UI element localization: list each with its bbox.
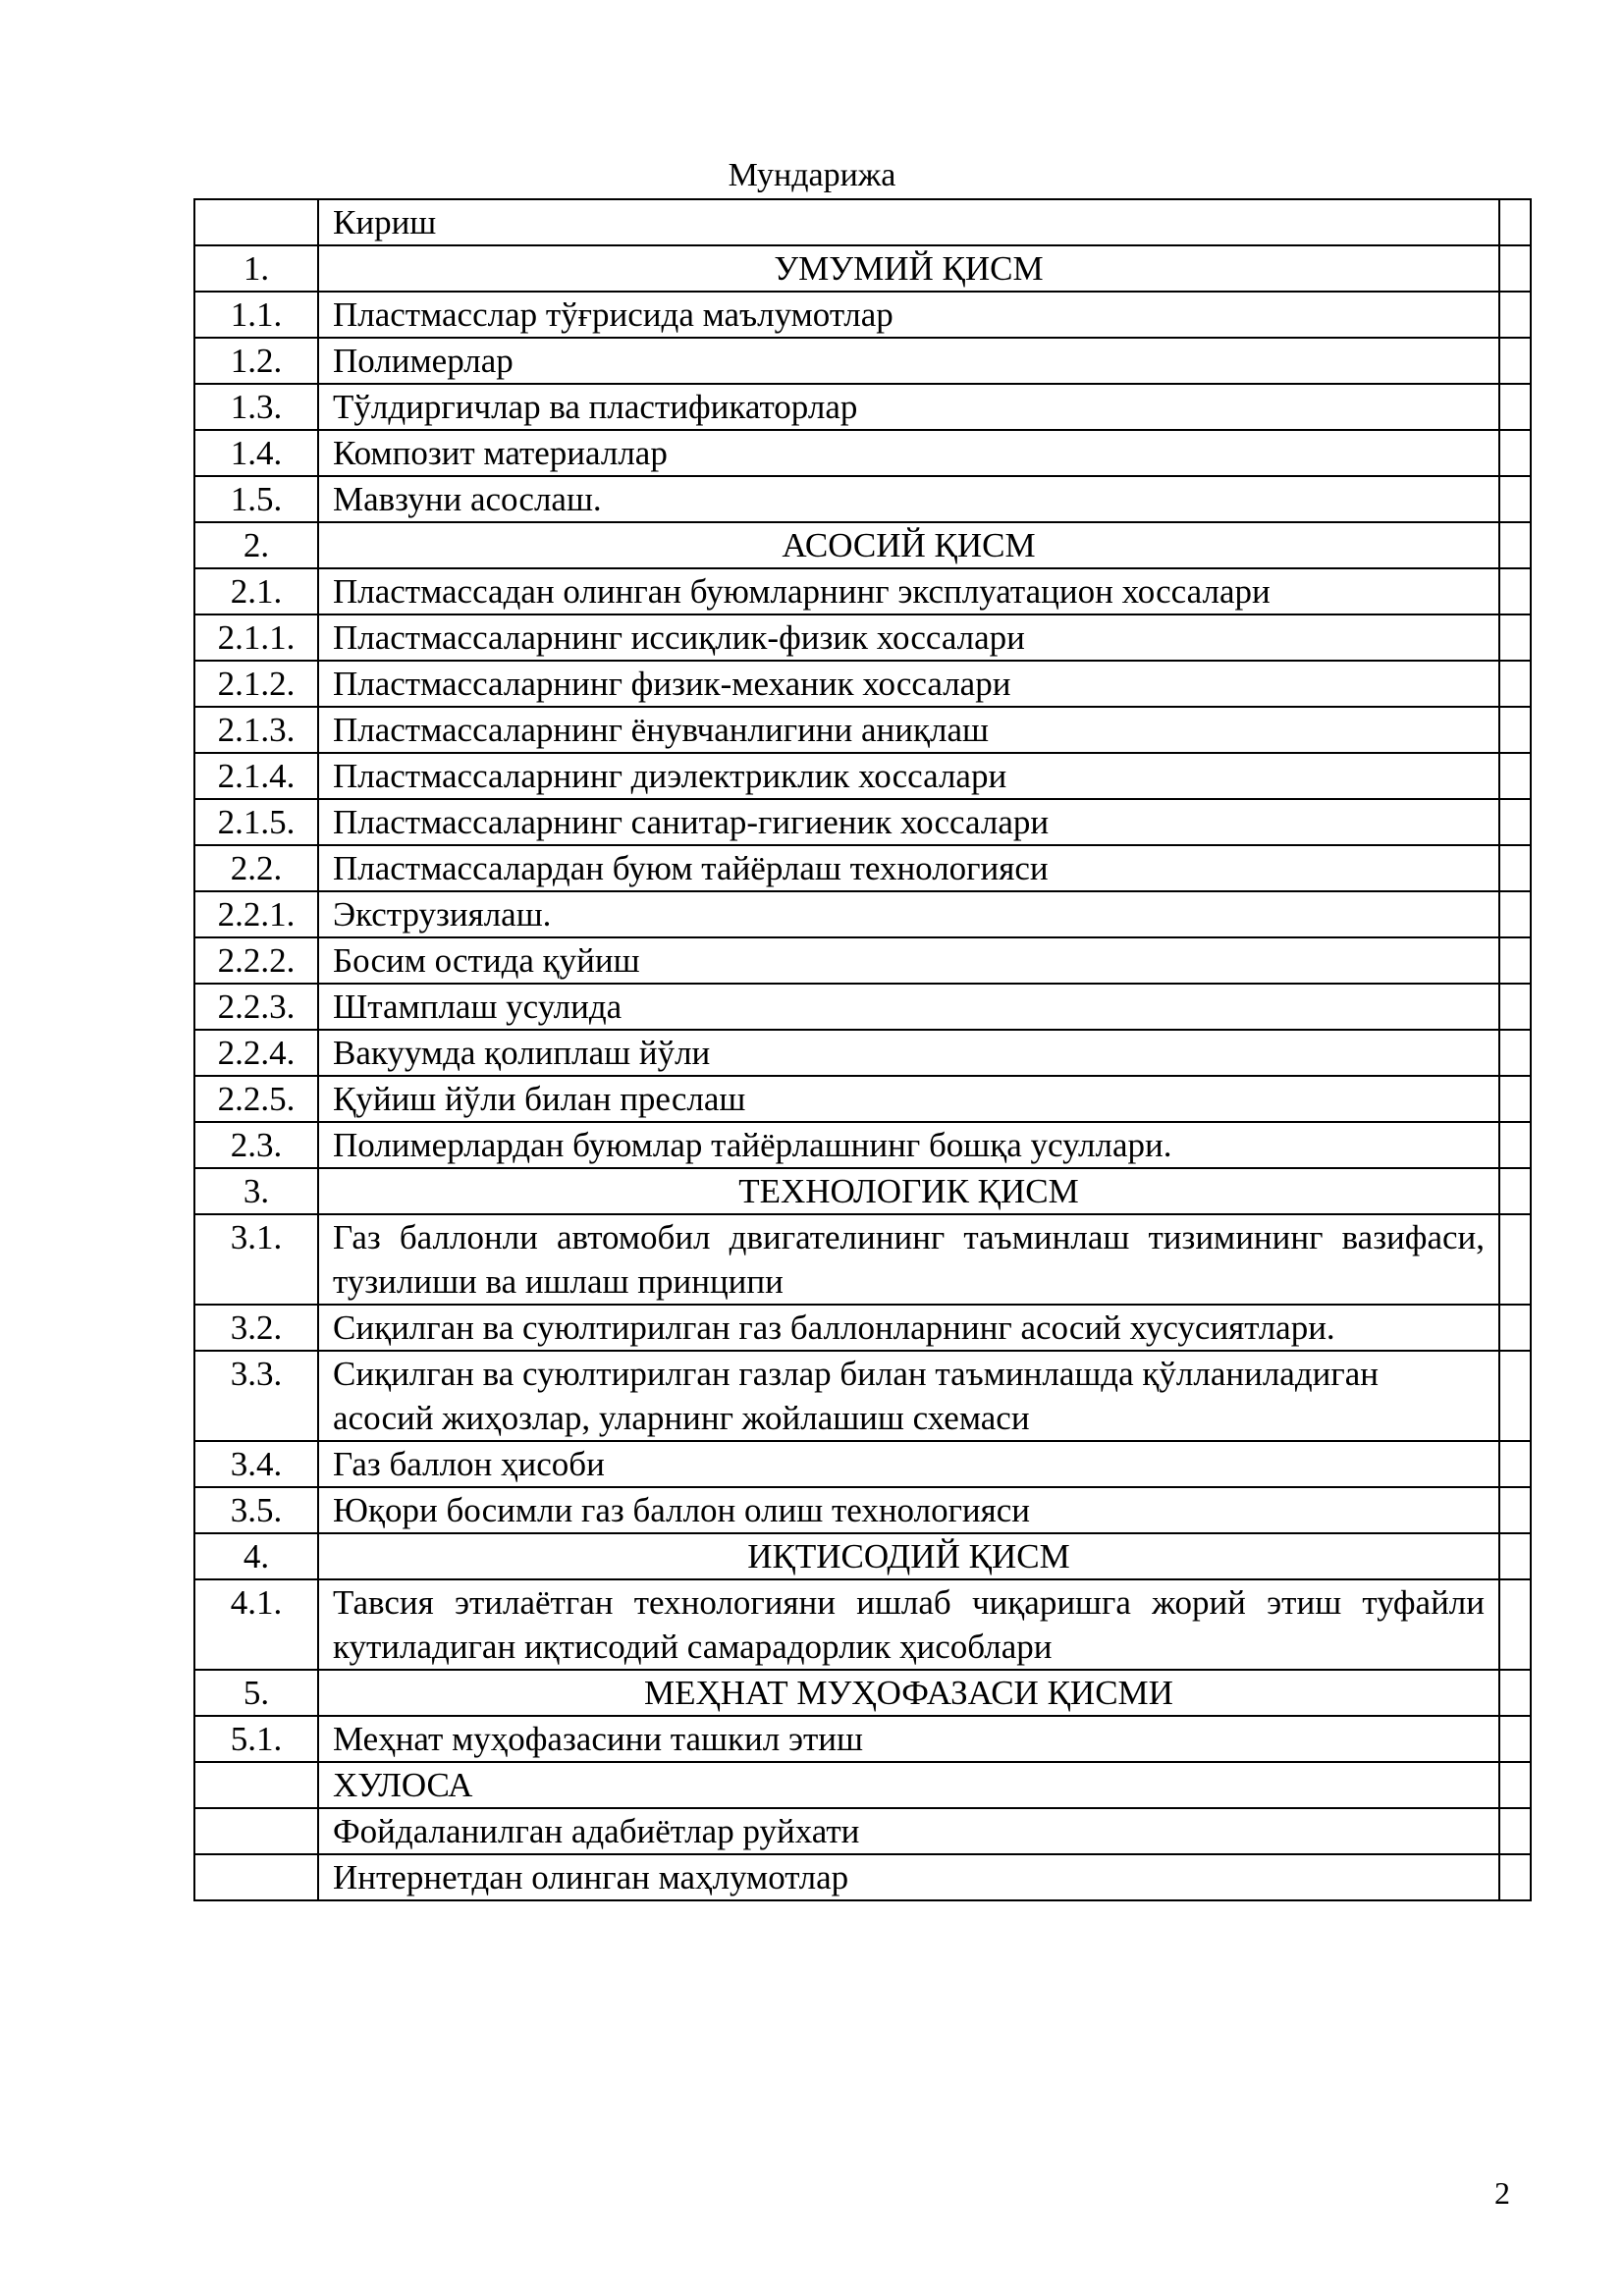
toc-number: 3.: [194, 1168, 318, 1214]
toc-number: [194, 1808, 318, 1854]
toc-number: 2.1.5.: [194, 799, 318, 845]
toc-page-cell: [1499, 1716, 1531, 1762]
toc-page-cell: [1499, 384, 1531, 430]
toc-row: [194, 1579, 1531, 1670]
toc-number: 3.4.: [194, 1441, 318, 1487]
toc-page-cell: [1499, 338, 1531, 384]
toc-row: [194, 476, 1531, 522]
toc-section-title: ТЕХНОЛОГИК ҚИСМ: [318, 1168, 1499, 1214]
toc-number: 2.2.5.: [194, 1076, 318, 1122]
toc-page-cell: [1499, 1214, 1531, 1305]
toc-row: [194, 799, 1531, 845]
toc-section-title: АСОСИЙ ҚИСМ: [318, 522, 1499, 568]
toc-entry-title: Пластмассалардан буюм тайёрлаш технологияси: [318, 845, 1499, 891]
toc-page-cell: [1499, 1854, 1531, 1900]
toc-page-cell: [1499, 1579, 1531, 1670]
toc-number: 4.1.: [194, 1579, 318, 1670]
toc-number: 3.5.: [194, 1487, 318, 1533]
toc-entry-title: Босим остида қуйиш: [318, 937, 1499, 984]
toc-page-cell: [1499, 614, 1531, 661]
toc-entry-title: Меҳнат муҳофазасини ташкил этиш: [318, 1716, 1499, 1762]
toc-page-cell: [1499, 1305, 1531, 1351]
page-number: 2: [1494, 2175, 1510, 2211]
toc-page-cell: [1499, 984, 1531, 1030]
toc-entry-title: Пластмассаларнинг диэлектриклик хоссалари: [318, 753, 1499, 799]
toc-page-cell: [1499, 753, 1531, 799]
toc-section-row: [194, 522, 1531, 568]
toc-row: [194, 1716, 1531, 1762]
toc-entry-title: Газ баллон ҳисоби: [318, 1441, 1499, 1487]
toc-row: [194, 753, 1531, 799]
toc-page-cell: [1499, 1122, 1531, 1168]
toc-entry-title: Пластмасслар тўғрисида маълумотлар: [318, 292, 1499, 338]
toc-row: [194, 707, 1531, 753]
toc-entry-title: Пластмассаларнинг иссиқлик-физик хоссалари: [318, 614, 1499, 661]
toc-number: [194, 199, 318, 245]
toc-row: [194, 1487, 1531, 1533]
toc-page-cell: [1499, 1076, 1531, 1122]
toc-number: 1.2.: [194, 338, 318, 384]
toc-number: 2.: [194, 522, 318, 568]
toc-row: [194, 984, 1531, 1030]
toc-number: [194, 1854, 318, 1900]
toc-entry-title: Экструзиялаш.: [318, 891, 1499, 937]
toc-number: 3.2.: [194, 1305, 318, 1351]
toc-number: 4.: [194, 1533, 318, 1579]
toc-page-cell: [1499, 1168, 1531, 1214]
toc-row: [194, 1305, 1531, 1351]
toc-entry-title: Пластмассадан олинган буюмларнинг эксплуатацион хоссалари: [318, 568, 1499, 614]
toc-number: 2.2.1.: [194, 891, 318, 937]
toc-section-row: [194, 1670, 1531, 1716]
document-title: Мундарижа: [728, 157, 896, 193]
toc-row: [194, 1441, 1531, 1487]
toc-number: 2.2.4.: [194, 1030, 318, 1076]
toc-row: [194, 384, 1531, 430]
toc-entry-title: Пластмассаларнинг ёнувчанлигини аниқлаш: [318, 707, 1499, 753]
toc-entry-title: Тўлдиргичлар ва пластификаторлар: [318, 384, 1499, 430]
toc-page-cell: [1499, 1670, 1531, 1716]
toc-number: 2.1.: [194, 568, 318, 614]
toc-page-cell: [1499, 199, 1531, 245]
toc-entry-title: Пластмассаларнинг санитар-гигиеник хоссалари: [318, 799, 1499, 845]
toc-number: 2.1.2.: [194, 661, 318, 707]
toc-section-title: МЕҲНАТ МУҲОФАЗАСИ ҚИСМИ: [318, 1670, 1499, 1716]
toc-row: [194, 292, 1531, 338]
toc-number: 2.1.3.: [194, 707, 318, 753]
toc-body: [194, 199, 1531, 1900]
table-of-contents: [193, 198, 1532, 1901]
toc-page-cell: [1499, 1351, 1531, 1441]
toc-number: 2.3.: [194, 1122, 318, 1168]
toc-page-cell: [1499, 937, 1531, 984]
toc-number: 1.1.: [194, 292, 318, 338]
toc-number: [194, 1762, 318, 1808]
toc-number: 3.1.: [194, 1214, 318, 1305]
toc-page-cell: [1499, 568, 1531, 614]
toc-row: [194, 568, 1531, 614]
toc-row: [194, 1214, 1531, 1305]
toc-number: 5.: [194, 1670, 318, 1716]
toc-page-cell: [1499, 430, 1531, 476]
toc-page-cell: [1499, 891, 1531, 937]
toc-entry-title: Кириш: [318, 199, 1499, 245]
toc-row: [194, 1030, 1531, 1076]
toc-row: [194, 1076, 1531, 1122]
toc-page-cell: [1499, 1762, 1531, 1808]
toc-entry-title: Тавсия этилаётган технологияни ишлаб чиқаришга жорий этиш туфайли кутиладиган иқтисодий самарадорлик ҳисоблари: [318, 1579, 1499, 1670]
toc-number: 2.2.2.: [194, 937, 318, 984]
toc-section-row: [194, 245, 1531, 292]
toc-row: [194, 845, 1531, 891]
toc-number: 1.3.: [194, 384, 318, 430]
toc-row: [194, 1122, 1531, 1168]
toc-number: 2.1.4.: [194, 753, 318, 799]
toc-section-row: [194, 1533, 1531, 1579]
toc-number: 1.4.: [194, 430, 318, 476]
toc-row: [194, 661, 1531, 707]
toc-page-cell: [1499, 1808, 1531, 1854]
toc-entry-title: Интернетдан олинган маҳлумотлар: [318, 1854, 1499, 1900]
toc-entry-title: Вакуумда қолиплаш йўли: [318, 1030, 1499, 1076]
toc-row: [194, 614, 1531, 661]
toc-row: [194, 430, 1531, 476]
toc-page-cell: [1499, 1441, 1531, 1487]
toc-page-cell: [1499, 1487, 1531, 1533]
toc-row: [194, 937, 1531, 984]
toc-page-cell: [1499, 292, 1531, 338]
toc-number: 1.: [194, 245, 318, 292]
toc-entry-title: Полимерлар: [318, 338, 1499, 384]
toc-row: [194, 1854, 1531, 1900]
toc-page-cell: [1499, 661, 1531, 707]
toc-page-cell: [1499, 476, 1531, 522]
toc-entry-title: Газ баллонли автомобил двигателининг таъминлаш тизимининг вазифаси, тузилиши ва ишлаш принципи: [318, 1214, 1499, 1305]
toc-page-cell: [1499, 245, 1531, 292]
toc-entry-title: Пластмассаларнинг физик-механик хоссалари: [318, 661, 1499, 707]
toc-row: [194, 891, 1531, 937]
toc-page-cell: [1499, 707, 1531, 753]
toc-section-title: УМУМИЙ ҚИСМ: [318, 245, 1499, 292]
toc-entry-title: ХУЛОСА: [318, 1762, 1499, 1808]
toc-number: 5.1.: [194, 1716, 318, 1762]
toc-entry-title: Полимерлардан буюмлар тайёрлашнинг бошқа усуллари.: [318, 1122, 1499, 1168]
toc-number: 2.1.1.: [194, 614, 318, 661]
toc-row: [194, 1808, 1531, 1854]
toc-row: [194, 1762, 1531, 1808]
toc-row: [194, 199, 1531, 245]
toc-page-cell: [1499, 799, 1531, 845]
toc-entry-title: Сиқилган ва суюлтирилган газ баллонларнинг асосий хусусиятлари.: [318, 1305, 1499, 1351]
toc-entry-title: Қуйиш йўли билан преслаш: [318, 1076, 1499, 1122]
toc-page-cell: [1499, 522, 1531, 568]
toc-section-row: [194, 1168, 1531, 1214]
toc-entry-title: Фойдаланилган адабиётлар руйхати: [318, 1808, 1499, 1854]
toc-entry-title: Юқори босимли газ баллон олиш технологияси: [318, 1487, 1499, 1533]
toc-row: [194, 338, 1531, 384]
toc-entry-title: Сиқилган ва суюлтирилган газлар билан таъминлашда қўлланиладиган асосий жиҳозлар, уларнинг жойлашиш схемаси: [318, 1351, 1499, 1441]
toc-number: 2.2.3.: [194, 984, 318, 1030]
toc-section-title: ИҚТИСОДИЙ ҚИСМ: [318, 1533, 1499, 1579]
toc-number: 2.2.: [194, 845, 318, 891]
toc-number: 3.3.: [194, 1351, 318, 1441]
toc-entry-title: Мавзуни асослаш.: [318, 476, 1499, 522]
toc-page-cell: [1499, 1533, 1531, 1579]
toc-entry-title: Штамплаш усулида: [318, 984, 1499, 1030]
toc-number: 1.5.: [194, 476, 318, 522]
toc-row: [194, 1351, 1531, 1441]
toc-page-cell: [1499, 1030, 1531, 1076]
toc-page-cell: [1499, 845, 1531, 891]
toc-entry-title: Композит материаллар: [318, 430, 1499, 476]
